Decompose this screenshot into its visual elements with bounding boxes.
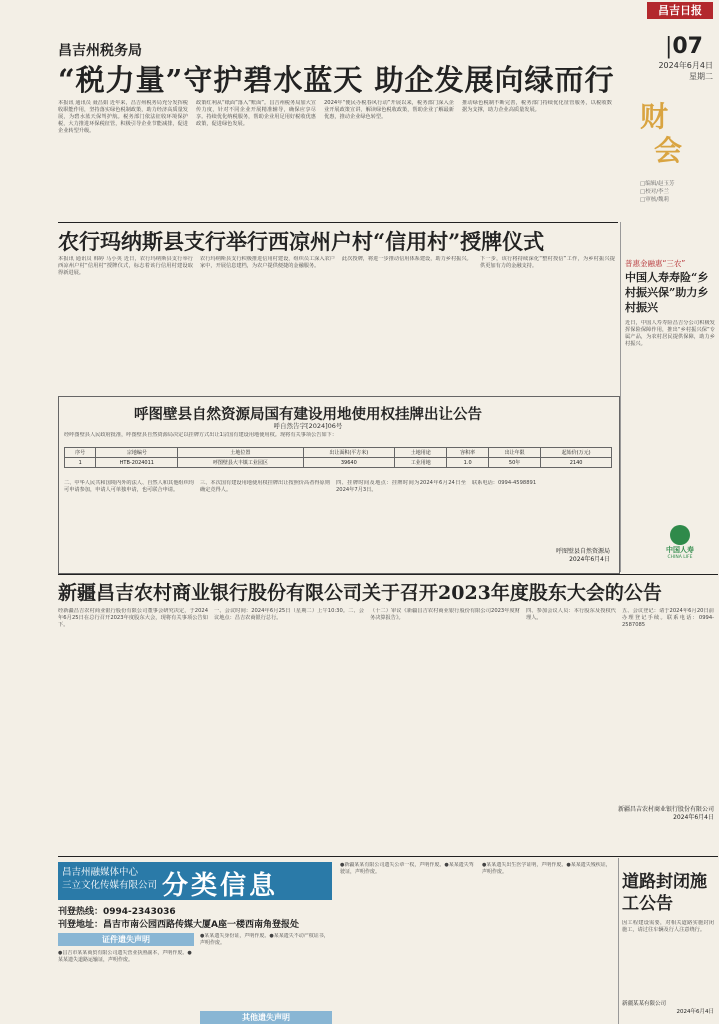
main-headline: “税力量”守护碧水蓝天 助企发展向绿而行: [58, 63, 615, 97]
table-header-row: [65, 448, 612, 458]
land-notice-contact: 联系电话：0994-4598891: [472, 480, 537, 486]
table-cell: 呼图壁县大丰镇工业园区: [178, 458, 303, 468]
article-kicker: 昌吉州税务局: [58, 43, 142, 59]
classified-org-line2: 三立文化传媒有限公司: [62, 880, 158, 891]
classified-col1: ●昌吉市某某商贸有限公司遗失营业执照副本，声明作废。●某某遗失道路运输证，声明作废。: [58, 950, 192, 963]
agm-col3: （十二）审议《新疆昌吉农村商业银行股份有限公司2023年度财务决算报告》。: [370, 608, 520, 621]
article2-col1: 本报讯 通讯员 韩婷 马小英 近日，农行玛纳斯县支行举行西凉州户村“信用村”授牌仪式，标志着该行信用村建设取得新进展。: [58, 256, 193, 276]
land-table: [64, 447, 612, 468]
column-divider: [618, 858, 619, 1024]
land-notice-text-3: 四、挂牌时间及地点：挂牌时间为2024年6月24日至2024年7月3日。: [336, 480, 466, 493]
road-notice-body: 因工程建设需要，对相关道路实施封闭施工，请过往车辆及行人注意绕行。: [622, 920, 714, 933]
column-divider: [620, 222, 621, 572]
table-header: 土地位置: [178, 448, 303, 458]
table-header: 出让面积(平方米): [303, 448, 395, 458]
proof-line: □校对/李兰: [640, 189, 670, 195]
table-header: 序号: [65, 448, 96, 458]
insurer-body: 近日，中国人寿寿险昌吉分公司积极发挥保险保障作用，推出“乡村振兴保”专属产品，为农村居民提供保障，助力乡村振兴。: [625, 320, 715, 347]
review-line: □审核/魏莉: [640, 197, 670, 203]
divider: [58, 856, 718, 857]
agm-notice-title: 新疆昌吉农村商业银行股份有限公司关于召开2023年度股东大会的公告: [58, 582, 662, 604]
dateline: [658, 60, 713, 82]
land-notice-signature: 呼图壁县自然资源局: [555, 548, 610, 555]
table-header: 起始价(万元): [541, 448, 612, 458]
table-cell: HTB-2024011: [96, 458, 178, 468]
classified-address: 刊登地址：昌吉市南公园西路传媒大厦A座一楼西南角登报处: [58, 920, 299, 930]
agm-col4: 四、参加会议人员：本行股东及授权代理人。: [526, 608, 616, 621]
land-notice-subtitle: 呼自然告字[2024]06号: [273, 422, 343, 430]
table-header: 出让年限: [489, 448, 541, 458]
agm-col5: 五、会议登记：请于2024年6月20日前办理登记手续。联系电话：0994-2587085: [622, 608, 714, 628]
table-cell: 39640: [303, 458, 395, 468]
divider: [58, 222, 618, 223]
category-lost-id: 证件遗失声明: [58, 933, 194, 946]
page-number-block: |07: [664, 34, 703, 59]
section-side-label: [640, 100, 700, 190]
category-other-lost: 其他遗失声明: [200, 1011, 332, 1024]
article2-col4: 下一步，该行将持续深化“整村授信”工作，为乡村振兴提供更加有力的金融支持。: [480, 256, 615, 269]
table-cell: 1: [65, 458, 96, 468]
land-notice-signoff: [480, 548, 610, 564]
article2-headline: 农行玛纳斯县支行举行西凉州户村“信用村”授牌仪式: [58, 229, 545, 254]
land-notice-text-1: 二、中华人民共和国境内外的法人、自然人和其他组织均可申请参加，申请人可单独申请，也可联合申请。: [64, 480, 194, 493]
editor-line: □编辑/赵玉芳: [640, 181, 675, 187]
agm-col2: 一、会议时间：2024年6月25日（星期二）上午10:30。二、会议地点：昌吉农商银行总行。: [214, 608, 364, 621]
land-table-wrap: [64, 447, 612, 468]
classified-org-line1: 昌吉州融媒体中心: [62, 867, 139, 878]
land-notice-intro: 经呼图壁县人民政府批准，呼图壁县自然资源局决定以挂牌方式出让1宗国有建设用地使用权。现将有关事项公告如下：: [64, 432, 338, 438]
agm-date: 2024年6月4日: [673, 814, 714, 821]
table-header: 土地用途: [395, 448, 447, 458]
table-cell: 工业用地: [395, 458, 447, 468]
land-notice-date: 2024年6月4日: [569, 556, 610, 563]
article2-col2: 农行玛纳斯县支行积极推进信用村建设，组织员工深入农户家中，开展信息建档，为农户提供便捷的金融服务。: [200, 256, 335, 269]
classified-title: 分类信息: [162, 871, 279, 901]
land-notice-title: 呼图壁县自然资源局国有建设用地使用权挂牌出让公告: [134, 406, 482, 423]
divider: [58, 574, 718, 575]
classified-phone: 刊登热线：0994-2343036: [58, 907, 176, 917]
table-header: 宗地编号: [96, 448, 178, 458]
page-number: 07: [672, 34, 703, 59]
table-cell: 50年: [489, 458, 541, 468]
section-char-2: 会: [654, 134, 683, 167]
classified-col3: ●新疆某某有限公司遗失公章一枚，声明作废。●某某遗失驾驶证，声明作废。: [340, 862, 474, 875]
insurer-headline: 中国人寿寿险“乡村振兴保”助力乡村振兴: [625, 271, 709, 314]
section-char-1: 财: [640, 100, 669, 133]
insurer-logo-en: CHINA LIFE: [667, 555, 693, 560]
road-notice-title: 道路封闭施工公告: [622, 872, 707, 914]
editor-credits: [640, 180, 710, 204]
article2-col3: 此次授牌，将进一步推动信用体系建设，助力乡村振兴。: [342, 256, 472, 262]
table-cell: 2140: [541, 458, 612, 468]
road-notice-date: 2024年6月4日: [676, 1009, 714, 1015]
table-header: 容积率: [447, 448, 489, 458]
masthead: [0, 0, 719, 22]
article1-col4: 推动绿色税制不断完善，税务部门持续优化征管服务，以税收数据为支撑，助力企业高质量发展。: [462, 100, 612, 113]
china-life-icon: [670, 525, 690, 545]
land-notice-text-2: 三、本次国有建设用地使用权挂牌出让按照价高者得原则确定竞得人。: [200, 480, 330, 493]
agm-col1: 经新疆昌吉农村商业银行股份有限公司董事会研究决定，于2024年6月25日在总行召开2023年度股东大会，现将有关事项公告如下。: [58, 608, 208, 628]
article1-col2: 政策红利从“纸面”落入“账面”。昌吉州税务局加大宣传力度，针对不同企业开展精准辅导，确保应享尽享。持续优化纳税服务，帮助企业用足用好税收优惠政策，促进绿色发展。: [196, 100, 316, 127]
table-row: [65, 458, 612, 468]
table-cell: 1.0: [447, 458, 489, 468]
article1-col1: 本报讯 通讯员 聂昌娟 近年来，昌吉州税务局充分发挥税收职能作用，坚持落实绿色税制政策，助力经济高质量发展，为碧水蓝天保驾护航。税务部门依法征收环境保护税，大力推进环保税征管，积极引导企业节能减排，促进企业转型升级。: [58, 100, 188, 134]
newspaper-logo: 昌吉日报: [647, 2, 713, 19]
road-notice-signature: 新疆某某有限公司: [622, 1001, 667, 1007]
insurer-logo: [650, 525, 710, 560]
agm-signoff: [600, 806, 714, 822]
classified-org: [62, 866, 157, 892]
article1-col3: 2024年“便民办税春风行动”开展以来，税务部门深入企业开展政策宣讲，解读绿色税收政策，帮助企业了解最新优惠，推动企业绿色转型。: [324, 100, 454, 120]
agm-signature: 新疆昌吉农村商业银行股份有限公司: [617, 806, 714, 813]
insurer-kicker: 普惠金融惠“三农”: [625, 259, 686, 268]
issue-date: 2024年6月4日: [658, 61, 713, 70]
weekday: 星期二: [689, 72, 713, 81]
road-notice-signoff: [622, 1000, 714, 1016]
classified-col4: ●某某遗失出生医学证明，声明作废。●某某遗失残疾证，声明作废。: [482, 862, 611, 875]
classified-col2: ●某某遗失身份证，声明作废。●某某遗失不动产权证书，声明作废。: [200, 933, 329, 946]
insurer-logo-text: 中国人寿: [666, 546, 694, 554]
